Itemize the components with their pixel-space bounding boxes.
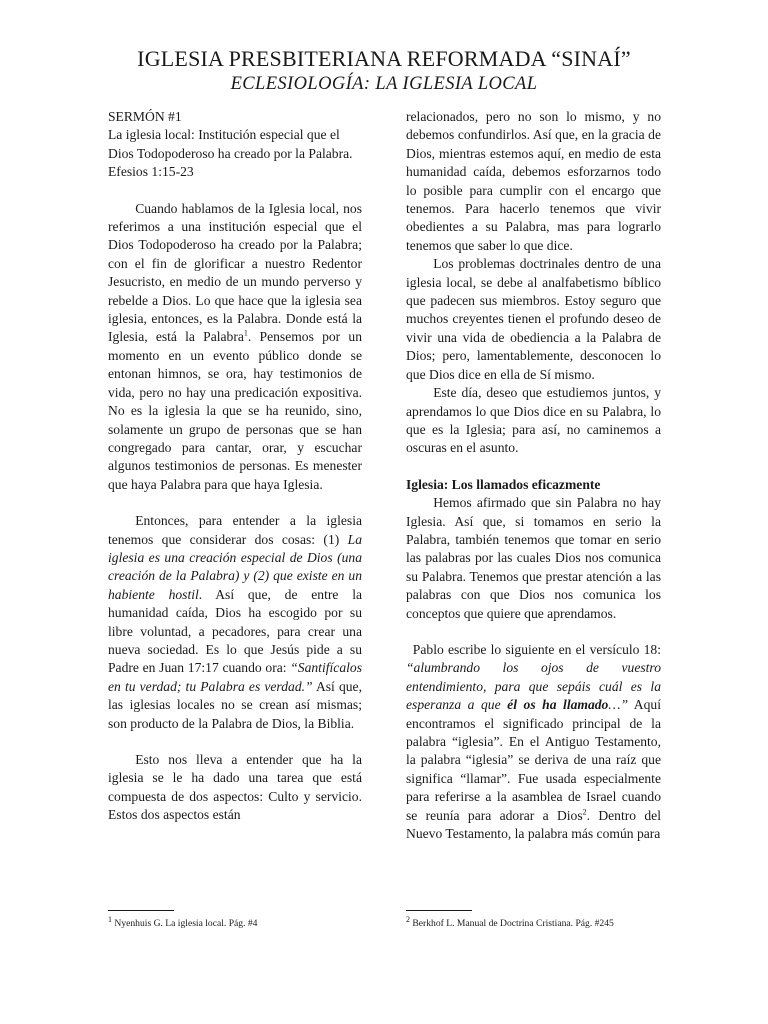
paragraph-text: Así que, las iglesias locales no se crean así mismas; son producto de la Palabra de Dios, la Biblia. bbox=[108, 678, 362, 731]
footnote-text: Berkhof L. Manual de Doctrina Cristiana. Pág. #245 bbox=[410, 918, 614, 929]
paragraph bbox=[108, 512, 362, 733]
sermon-topic: La iglesia local: Institución especial que el Dios Todopoderoso ha creado por la Palabra. bbox=[108, 127, 353, 161]
paragraph-text: . Dentro del Nuevo Testamento, la palabra más común para bbox=[406, 807, 661, 842]
footnote-number: 2 bbox=[406, 914, 410, 924]
document-header bbox=[0, 46, 768, 96]
right-column bbox=[406, 108, 661, 843]
left-column bbox=[108, 108, 362, 825]
paragraph-text: Pablo escribe lo siguiente en el versículo 18: bbox=[412, 641, 661, 657]
paragraph: Este día, deseo que estudiemos juntos, y aprendamos lo que Dios dice en su Palabra, lo que es la Iglesia; para así, no caminemos a oscuras en el asunto. bbox=[406, 385, 661, 456]
footnote-1 bbox=[108, 914, 258, 930]
scripture-quote: …” bbox=[608, 697, 629, 713]
paragraph-text: . Así que, de entre la humanidad caída, Dios ha escogido por su libre voluntad, a pecadores, para crear una nueva sociedad. Es lo que Jesús pide a su Padre en Juan 17:17 cuando ora: bbox=[108, 586, 363, 676]
footnote-2 bbox=[406, 914, 614, 930]
footnote-ref-2: 2 bbox=[582, 807, 587, 817]
footnote-divider bbox=[108, 910, 174, 911]
scripture-quote: “Santifícalos en tu verdad; tu Palabra es verdad.” bbox=[108, 660, 362, 694]
paragraph: Hemos afirmado que sin Palabra no hay Iglesia. Así que, si tomamos en serio la Palabra, también tenemos que tomar en serio las palabras por las cuales Dios nos comunica su Palabra. Tenemos que prestar atención a las palabras con que Dios nos comunica los conceptos que quiere que aprendamos. bbox=[406, 495, 661, 621]
paragraph-text: Cuando hablamos de la Iglesia local, nos referimos a una institución especial que el Dios Todopoderoso ha creado por la Palabra; con el fin de glorificar a nuestro Redentor Jesucristo, en medio de un mundo perverso y rebelde a Dios. Lo que hace que la iglesia sea iglesia, entonces, es la Palabra. Donde está la Iglesia, está la Palabra bbox=[108, 200, 362, 345]
paragraph: Los problemas doctrinales dentro de una iglesia local, se debe al analfabetismo bíblico que padecen sus miembros. Estoy seguro que muchos creyentes tienen el profundo deseo de vivir una vida de obediencia a la Palabra de Dios; pero, lamentablemente, desconocen lo que Dios dice en ella de Sí mismo. bbox=[406, 256, 661, 382]
italic-text: La iglesia es una creación especial de Dios (una creación de la Palabra) y (2) que existe en un habiente hostil bbox=[108, 531, 362, 602]
scripture-reference: Efesios 1:15-23 bbox=[108, 164, 194, 180]
footnote-divider bbox=[406, 910, 472, 911]
paragraph-text: Entonces, para entender a la iglesia tenemos que considerar dos cosas: (1) bbox=[108, 513, 362, 547]
paragraph bbox=[108, 200, 362, 495]
footnote-number: 1 bbox=[108, 914, 112, 924]
footnote-ref-1: 1 bbox=[243, 328, 248, 338]
paragraph: relacionados, pero no son lo mismo, y no debemos confundirlos. Así que, en la gracia de Dios, mientras estemos aquí, en medio de esta humanidad caída, debemos esforzarnos todo lo posible para cumplir con el encargo que tenemos. Para hacerlo tenemos que vivir obedientes a su Palabra, mas para lograrlo tenemos que saber lo que dice. bbox=[406, 109, 661, 253]
church-title: IGLESIA PRESBITERIANA REFORMADA “SINAÍ” bbox=[137, 46, 631, 71]
paragraph: Esto nos lleva a entender que ha la iglesia se le ha dado una tarea que está compuesta de dos aspectos: Culto y servicio. Estos dos aspectos están bbox=[108, 752, 362, 823]
footnote-text: Nyenhuis G. La iglesia local. Pág. #4 bbox=[112, 918, 258, 929]
emphasized-quote: él os ha llamado bbox=[507, 697, 609, 713]
document-subtitle: ECLESIOLOGÍA: LA IGLESIA LOCAL bbox=[230, 74, 538, 94]
scripture-quote: “alumbrando los ojos de vuestro entendimiento, para que sepáis cuál es la esperanza a que bbox=[406, 660, 661, 713]
sermon-number: SERMÓN #1 bbox=[108, 109, 182, 124]
paragraph-text: Aquí encontramos el significado principal de la palabra “iglesia”. En el Antiguo Testamento, la palabra “iglesia” se deriva de una raíz que significa “llamar”. Fue usada especialmente para referirse a la asamblea de Israel cuando se reunía para adorar a Dios bbox=[406, 697, 661, 823]
paragraph bbox=[406, 641, 661, 843]
paragraph-text: . Pensemos por un momento en un evento público donde se entonan himnos, se ora, hay testimonios de vida, pero no hay una predicación expositiva. No es la iglesia la que se ha reunido, sino, solamente un grupo de personas que se han congregado para cantar, orar, y escuchar algunos testimonios de personas. Es menester que haya Palabra para que haya Iglesia. bbox=[108, 329, 362, 492]
section-heading: Iglesia: Los llamados eficazmente bbox=[406, 476, 601, 492]
